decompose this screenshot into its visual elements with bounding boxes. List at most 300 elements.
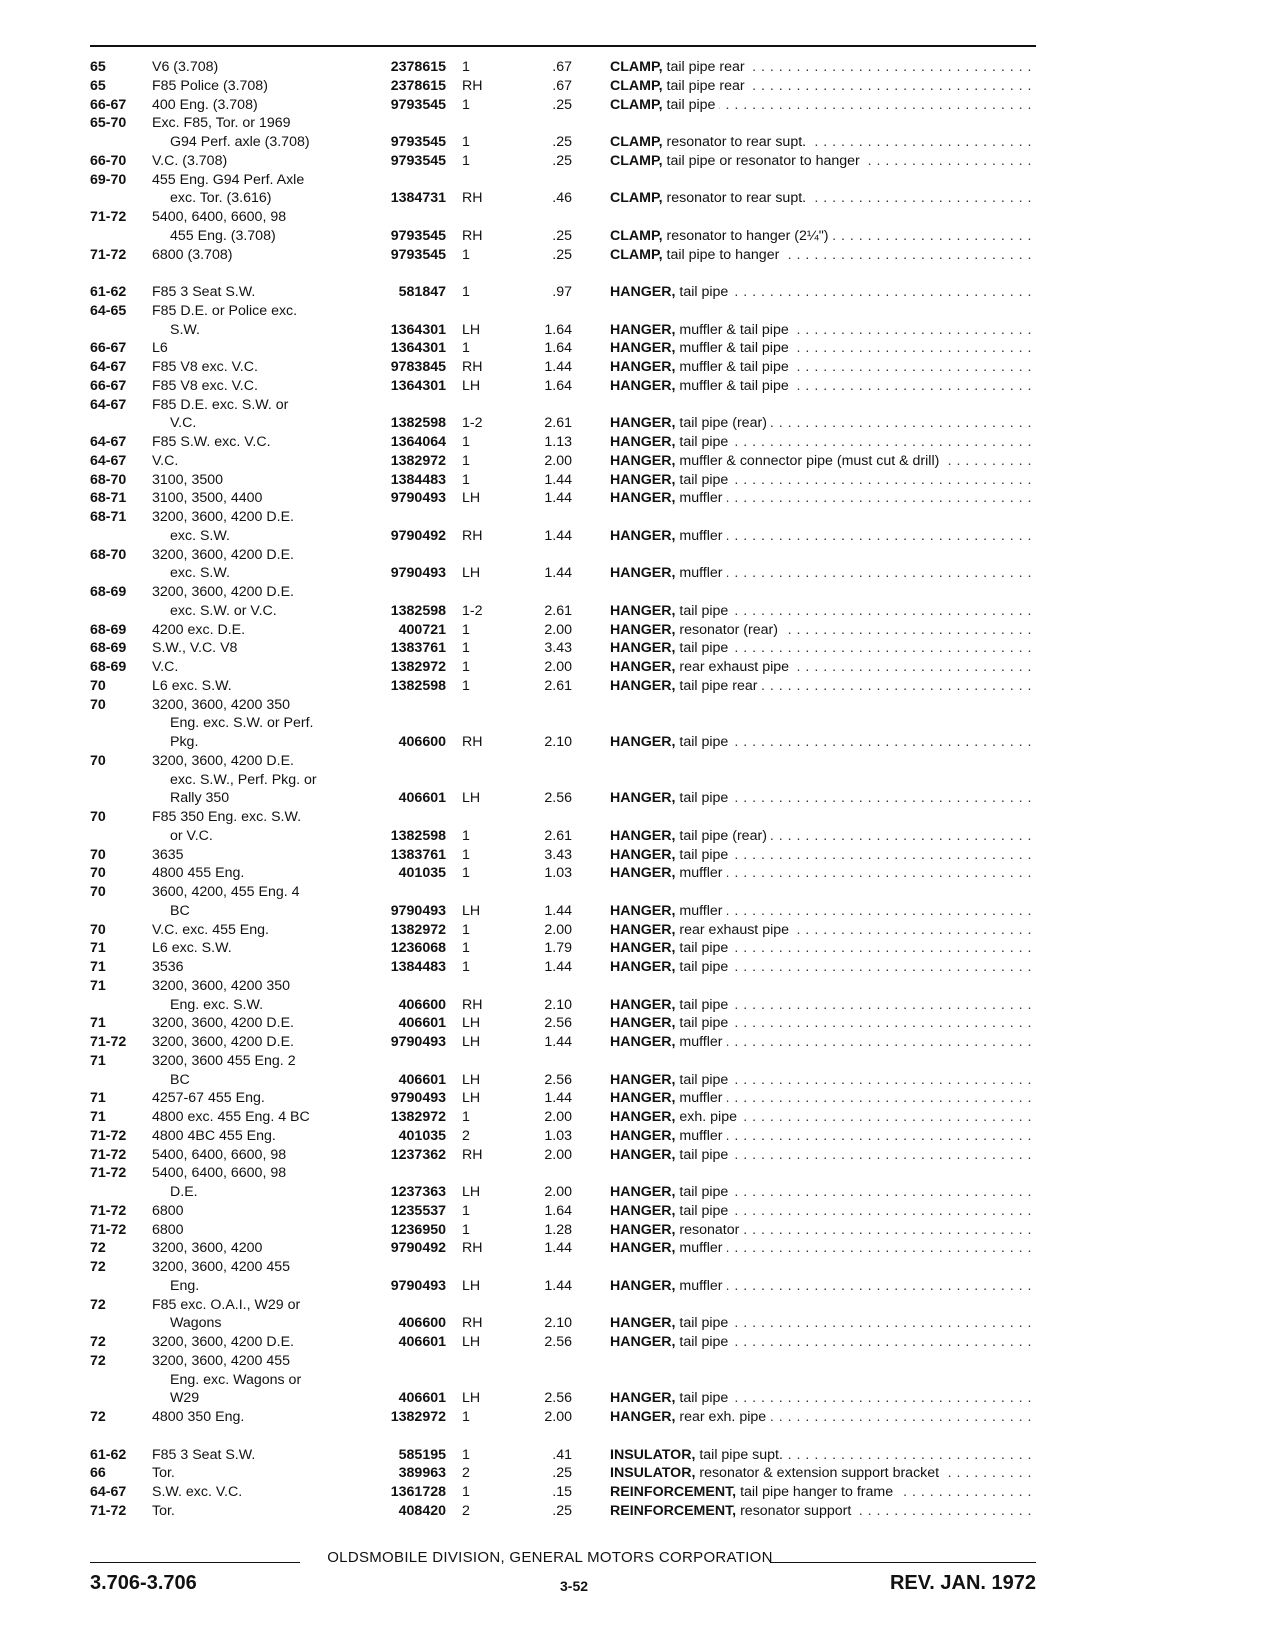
catalog-row — [90, 1408, 1036, 1427]
model-year: 71-72 — [90, 1146, 127, 1163]
quantity: 1 — [462, 1446, 470, 1463]
application: F85 D.E. exc. S.W. or — [152, 396, 365, 415]
item-detail: tail pipe — [679, 1315, 729, 1332]
price: 1.13 — [544, 434, 572, 450]
description — [610, 246, 1036, 265]
application: 5400, 6400, 6600, 98 — [152, 208, 365, 227]
item-name: HANGER, — [610, 1221, 676, 1238]
application: S.W., V.C. V8 . . . — [152, 639, 365, 658]
item-detail: tail pipe (rear) — [679, 827, 767, 844]
model-year: 68-69 — [90, 621, 127, 638]
price: 1.44 — [544, 490, 572, 507]
part-number: 9790493 — [390, 902, 446, 919]
revision-date: REV. JAN. 1972 — [889, 1572, 1036, 1594]
application: 6800 (3.708) . . . — [152, 246, 365, 265]
model-year: 71 — [90, 959, 106, 975]
application: F85 exc. O.A.I., W29 or — [152, 1296, 365, 1315]
description — [610, 1464, 1036, 1483]
quantity: 1 — [462, 1409, 470, 1425]
model-year: 64-67 — [90, 452, 127, 469]
item-name: CLAMP, — [610, 134, 663, 150]
model-year: 71-72 — [90, 1502, 127, 1519]
application: 4800 455 Eng. . . . — [152, 864, 365, 883]
item-name: HANGER, — [610, 527, 676, 544]
quantity: 1 — [462, 659, 470, 675]
quantity: LH — [462, 790, 481, 807]
item-name: CLAMP, — [610, 77, 663, 94]
description — [610, 996, 1036, 1015]
item-detail: muffler — [679, 865, 723, 882]
item-detail: tail pipe — [666, 96, 716, 113]
catalog-row — [90, 1502, 1036, 1521]
item-name: HANGER, — [610, 940, 676, 957]
quantity: LH — [462, 490, 481, 507]
application: Eng. exc. S.W. or Perf. — [152, 714, 365, 733]
description — [610, 1483, 1036, 1502]
item-name: HANGER, — [610, 471, 676, 488]
description — [610, 1183, 1036, 1202]
price: .67 — [552, 59, 572, 75]
model-year: 66 — [90, 1465, 106, 1482]
catalog-row — [90, 302, 1036, 321]
part-number: 1382598 — [390, 677, 446, 694]
model-year: 71-72 — [90, 1221, 127, 1238]
price: 2.10 — [544, 1315, 572, 1332]
part-number: 408420 — [398, 1502, 446, 1519]
item-detail: muffler & connector pipe (must cut & drill) — [679, 452, 940, 469]
item-name: HANGER, — [610, 1202, 676, 1219]
catalog-row — [90, 733, 1036, 752]
model-year: 66-67 — [90, 340, 127, 357]
model-year: 61-62 — [90, 1446, 127, 1463]
part-number: 9793545 — [390, 152, 446, 169]
item-detail: resonator & extension support bracket — [699, 1465, 940, 1482]
item-name: HANGER, — [610, 1090, 676, 1107]
item-detail: tail pipe — [679, 846, 729, 863]
item-name: HANGER, — [610, 340, 676, 357]
description — [610, 733, 1036, 752]
quantity: RH — [462, 1146, 483, 1163]
part-number: 2378615 — [390, 59, 446, 75]
catalog-row — [90, 1464, 1036, 1483]
part-number: 1237363 — [390, 1184, 446, 1200]
application: 4800 350 Eng. . . . — [152, 1408, 365, 1427]
description — [610, 489, 1036, 508]
part-number: 9793545 — [390, 134, 446, 150]
quantity: RH — [462, 1240, 483, 1257]
part-number: 1382972 — [390, 452, 446, 469]
model-year: 72 — [90, 1259, 106, 1275]
application: V.C. . . . — [152, 414, 365, 433]
description — [610, 339, 1036, 358]
quantity: 1 — [462, 621, 470, 638]
item-name: HANGER, — [610, 959, 676, 975]
application: 6800 . . . — [152, 1221, 365, 1240]
section-spacer — [90, 264, 1036, 283]
item-detail: muffler & tail pipe — [679, 359, 789, 375]
part-number: 1383761 — [390, 640, 446, 657]
price: 2.10 — [544, 996, 572, 1013]
price: .67 — [552, 77, 572, 94]
application: Eng. . . . — [152, 1277, 365, 1296]
quantity: LH — [462, 1184, 481, 1200]
description — [610, 1239, 1036, 1258]
item-detail: tail pipe rear — [666, 77, 745, 94]
catalog-row — [90, 1164, 1036, 1183]
model-year: 72 — [90, 1409, 106, 1425]
part-number: 9790493 — [390, 565, 446, 582]
quantity: LH — [462, 321, 481, 338]
item-name: HANGER, — [610, 1315, 676, 1332]
catalog-row — [90, 1183, 1036, 1202]
quantity: 1 — [462, 471, 470, 488]
description — [610, 658, 1036, 677]
model-year: 65 — [90, 59, 106, 75]
price: .25 — [552, 96, 572, 113]
catalog-row — [90, 471, 1036, 490]
description — [610, 452, 1036, 471]
part-number: 406601 — [398, 790, 446, 807]
catalog-row — [90, 246, 1036, 265]
application: 6800 . . . — [152, 1202, 365, 1221]
catalog-row — [90, 1352, 1036, 1371]
description — [610, 1314, 1036, 1333]
part-number: 1364064 — [390, 434, 446, 450]
application: 4800 exc. 455 Eng. 4 BC . . . — [152, 1108, 365, 1127]
quantity: 1 — [462, 921, 470, 938]
description — [610, 864, 1036, 883]
item-name: CLAMP, — [610, 227, 663, 244]
price: 1.44 — [544, 1240, 572, 1257]
catalog-row — [90, 846, 1036, 865]
description — [610, 1127, 1036, 1146]
application: or V.C. . . . — [152, 827, 365, 846]
model-year: 64-67 — [90, 1484, 127, 1500]
item-name: INSULATOR, — [610, 1465, 696, 1482]
catalog-row — [90, 452, 1036, 471]
application: S.W. exc. V.C. . . . — [152, 1483, 365, 1502]
item-name: HANGER, — [610, 1127, 676, 1144]
application: exc. S.W. . . . — [152, 564, 365, 583]
item-name: HANGER, — [610, 1015, 676, 1032]
item-name: HANGER, — [610, 921, 676, 938]
part-number: 9793545 — [390, 227, 446, 244]
item-detail: muffler — [679, 1277, 723, 1294]
item-detail: muffler — [679, 565, 723, 582]
description — [610, 1089, 1036, 1108]
catalog-row — [90, 1296, 1036, 1315]
quantity: 1 — [462, 1109, 470, 1125]
description — [610, 771, 1036, 790]
application: F85 S.W. exc. V.C. . . . — [152, 433, 365, 452]
model-year: 71-72 — [90, 246, 127, 263]
application: exc. S.W. or V.C. . . . — [152, 602, 365, 621]
catalog-row — [90, 414, 1036, 433]
application: G94 Perf. axle (3.708) . . . — [152, 133, 365, 152]
part-number: 400721 — [398, 621, 446, 638]
description — [610, 1371, 1036, 1390]
model-year: 66-67 — [90, 377, 127, 394]
item-detail: resonator — [679, 1221, 740, 1238]
part-number: 1383761 — [390, 846, 446, 863]
quantity: 1 — [462, 846, 470, 863]
application: 3635 . . . — [152, 846, 365, 865]
application: V.C. (3.708) . . . — [152, 152, 365, 171]
price: 1.44 — [544, 527, 572, 544]
item-name: HANGER, — [610, 621, 676, 638]
part-number: 1361728 — [390, 1484, 446, 1500]
item-detail: tail pipe — [679, 996, 729, 1013]
model-year: 70 — [90, 677, 106, 694]
catalog-row — [90, 189, 1036, 208]
part-number: 9793545 — [390, 96, 446, 113]
catalog-row — [90, 208, 1036, 227]
item-name: INSULATOR, — [610, 1446, 696, 1463]
item-detail: tail pipe to hanger — [666, 246, 780, 263]
catalog-row — [90, 658, 1036, 677]
item-detail: resonator support — [740, 1502, 852, 1519]
description — [610, 433, 1036, 452]
part-number: 1382598 — [390, 602, 446, 619]
application: F85 3 Seat S.W. . . . — [152, 1446, 365, 1465]
quantity: LH — [462, 902, 481, 919]
model-year: 70 — [90, 921, 106, 938]
item-detail: tail pipe — [679, 790, 729, 807]
section-number: 3.706-3.706 — [90, 1572, 197, 1594]
quantity: LH — [462, 1071, 481, 1088]
part-number: 401035 — [398, 1127, 446, 1144]
description — [610, 564, 1036, 583]
model-year: 71-72 — [90, 1202, 127, 1219]
model-year: 68-69 — [90, 584, 127, 600]
quantity: 1 — [462, 677, 470, 694]
application: 4200 exc. D.E. . . . — [152, 621, 365, 640]
description — [610, 546, 1036, 565]
part-number: 401035 — [398, 865, 446, 882]
part-number: 9783845 — [390, 359, 446, 375]
application: exc. S.W., Perf. Pkg. or — [152, 771, 365, 790]
catalog-row — [90, 958, 1036, 977]
description — [610, 1221, 1036, 1240]
quantity: LH — [462, 1334, 481, 1350]
model-year: 61-62 — [90, 284, 127, 300]
catalog-row — [90, 1371, 1036, 1390]
quantity: 1 — [462, 1202, 470, 1219]
section-spacer — [90, 1427, 1036, 1446]
catalog-row — [90, 827, 1036, 846]
description — [610, 1202, 1036, 1221]
part-number: 1384483 — [390, 471, 446, 488]
catalog-row — [90, 1333, 1036, 1352]
application: 3100, 3500 . . . — [152, 471, 365, 490]
item-detail: resonator to hanger (2¼") — [666, 227, 829, 244]
quantity: 1 — [462, 284, 470, 300]
price: 1.03 — [544, 1127, 572, 1144]
catalog-row — [90, 1052, 1036, 1071]
quantity: 1 — [462, 152, 470, 169]
application: 455 Eng. G94 Perf. Axle — [152, 171, 365, 190]
price: 1.44 — [544, 902, 572, 919]
parts-catalog-table — [90, 58, 1036, 1521]
description — [610, 152, 1036, 171]
part-number: 9790493 — [390, 1090, 446, 1107]
price: 2.61 — [544, 415, 572, 432]
price: 2.61 — [544, 827, 572, 844]
catalog-row — [90, 1089, 1036, 1108]
item-detail: muffler & tail pipe — [679, 340, 789, 357]
model-year: 70 — [90, 865, 106, 882]
catalog-row — [90, 396, 1036, 415]
quantity: LH — [462, 1090, 481, 1107]
catalog-row — [90, 752, 1036, 771]
application: exc. S.W. . . . — [152, 527, 365, 546]
model-year: 71 — [90, 1052, 106, 1069]
quantity: RH — [462, 996, 483, 1013]
price: 2.56 — [544, 790, 572, 807]
part-number: 1236068 — [390, 940, 446, 957]
application: V.C. . . . — [152, 658, 365, 677]
description — [610, 1033, 1036, 1052]
quantity: LH — [462, 565, 481, 582]
quantity: 1 — [462, 640, 470, 657]
price: 3.43 — [544, 846, 572, 863]
application: 455 Eng. (3.708) . . . — [152, 227, 365, 246]
quantity: LH — [462, 1277, 481, 1294]
description — [610, 1258, 1036, 1277]
application: Tor. . . . — [152, 1502, 365, 1521]
description — [610, 414, 1036, 433]
application: V6 (3.708) . . . — [152, 58, 365, 77]
quantity: 1 — [462, 434, 470, 450]
item-detail: tail pipe — [679, 602, 729, 619]
part-number: 1382598 — [390, 415, 446, 432]
catalog-row — [90, 1277, 1036, 1296]
description — [610, 1296, 1036, 1315]
description — [610, 96, 1036, 115]
part-number: 9790492 — [390, 527, 446, 544]
catalog-row — [90, 339, 1036, 358]
price: 1.64 — [544, 321, 572, 338]
item-name: HANGER, — [610, 659, 676, 675]
item-name: HANGER, — [610, 640, 676, 657]
description — [610, 77, 1036, 96]
description — [610, 789, 1036, 808]
item-name: HANGER, — [610, 846, 676, 863]
quantity: 1 — [462, 1221, 470, 1238]
catalog-row — [90, 996, 1036, 1015]
catalog-row — [90, 227, 1036, 246]
part-number: 1384731 — [390, 190, 446, 207]
price: 1.44 — [544, 565, 572, 582]
item-name: CLAMP, — [610, 246, 663, 263]
catalog-row — [90, 583, 1036, 602]
model-year: 68-71 — [90, 509, 127, 525]
description — [610, 902, 1036, 921]
catalog-row — [90, 1202, 1036, 1221]
item-detail: tail pipe — [679, 640, 729, 657]
quantity: LH — [462, 1015, 481, 1032]
description — [610, 1352, 1036, 1371]
price: 1.79 — [544, 940, 572, 957]
item-name: HANGER, — [610, 321, 676, 338]
description — [610, 1164, 1036, 1183]
item-detail: muffler — [679, 902, 723, 919]
item-name: HANGER, — [610, 1334, 676, 1350]
application: F85 D.E. or Police exc. — [152, 302, 365, 321]
model-year: 71 — [90, 1109, 106, 1125]
description — [610, 696, 1036, 715]
item-name: HANGER, — [610, 1409, 676, 1425]
part-number: 9793545 — [390, 246, 446, 263]
application: 4800 4BC 455 Eng. . . . — [152, 1127, 365, 1146]
item-detail: tail pipe rear — [666, 59, 745, 75]
part-number: 585195 — [398, 1446, 446, 1463]
catalog-row — [90, 377, 1036, 396]
quantity: 1 — [462, 59, 470, 75]
catalog-row — [90, 1071, 1036, 1090]
description — [610, 396, 1036, 415]
catalog-row — [90, 527, 1036, 546]
description — [610, 977, 1036, 996]
description — [610, 621, 1036, 640]
item-name: HANGER, — [610, 377, 676, 394]
quantity: 1-2 — [462, 602, 483, 619]
application: 3200, 3600, 4200 D.E. . . . — [152, 1014, 365, 1033]
item-name: HANGER, — [610, 1071, 676, 1088]
application: 3200, 3600, 4200 455 — [152, 1258, 365, 1277]
application: L6 . . . — [152, 339, 365, 358]
model-year: 72 — [90, 1296, 106, 1313]
quantity: 1 — [462, 452, 470, 469]
part-number: 1364301 — [390, 340, 446, 357]
model-year: 70 — [90, 846, 106, 863]
price: 1.64 — [544, 1202, 572, 1219]
footer-rule-right — [770, 1562, 1036, 1563]
model-year: 68-69 — [90, 659, 127, 675]
catalog-row — [90, 1033, 1036, 1052]
description — [610, 377, 1036, 396]
price: .25 — [552, 246, 572, 263]
footer-corporation: OLDSMOBILE DIVISION, GENERAL MOTORS CORPORATION — [327, 1549, 773, 1566]
model-year: 70 — [90, 884, 106, 900]
application: 3200, 3600, 4200 . . . — [152, 1239, 365, 1258]
application: 400 Eng. (3.708) . . . — [152, 96, 365, 115]
model-year: 71 — [90, 977, 106, 994]
item-detail: tail pipe — [679, 959, 729, 975]
quantity: 1 — [462, 96, 470, 113]
price: 1.44 — [544, 471, 572, 488]
item-name: HANGER, — [610, 1109, 676, 1125]
price: 1.44 — [544, 1034, 572, 1050]
quantity: LH — [462, 1034, 481, 1050]
application: 3200, 3600, 4200 D.E. — [152, 508, 365, 527]
model-year: 70 — [90, 809, 106, 825]
catalog-row — [90, 433, 1036, 452]
catalog-row — [90, 639, 1036, 658]
application: Rally 350 . . . — [152, 789, 365, 808]
description — [610, 1277, 1036, 1296]
catalog-row — [90, 696, 1036, 715]
description — [610, 208, 1036, 227]
description — [610, 846, 1036, 865]
catalog-row — [90, 283, 1036, 302]
part-number: 406601 — [398, 1015, 446, 1032]
catalog-row — [90, 1014, 1036, 1033]
part-number: 1382972 — [390, 659, 446, 675]
item-detail: tail pipe — [679, 1071, 729, 1088]
catalog-row — [90, 508, 1036, 527]
item-name: REINFORCEMENT, — [610, 1502, 737, 1519]
